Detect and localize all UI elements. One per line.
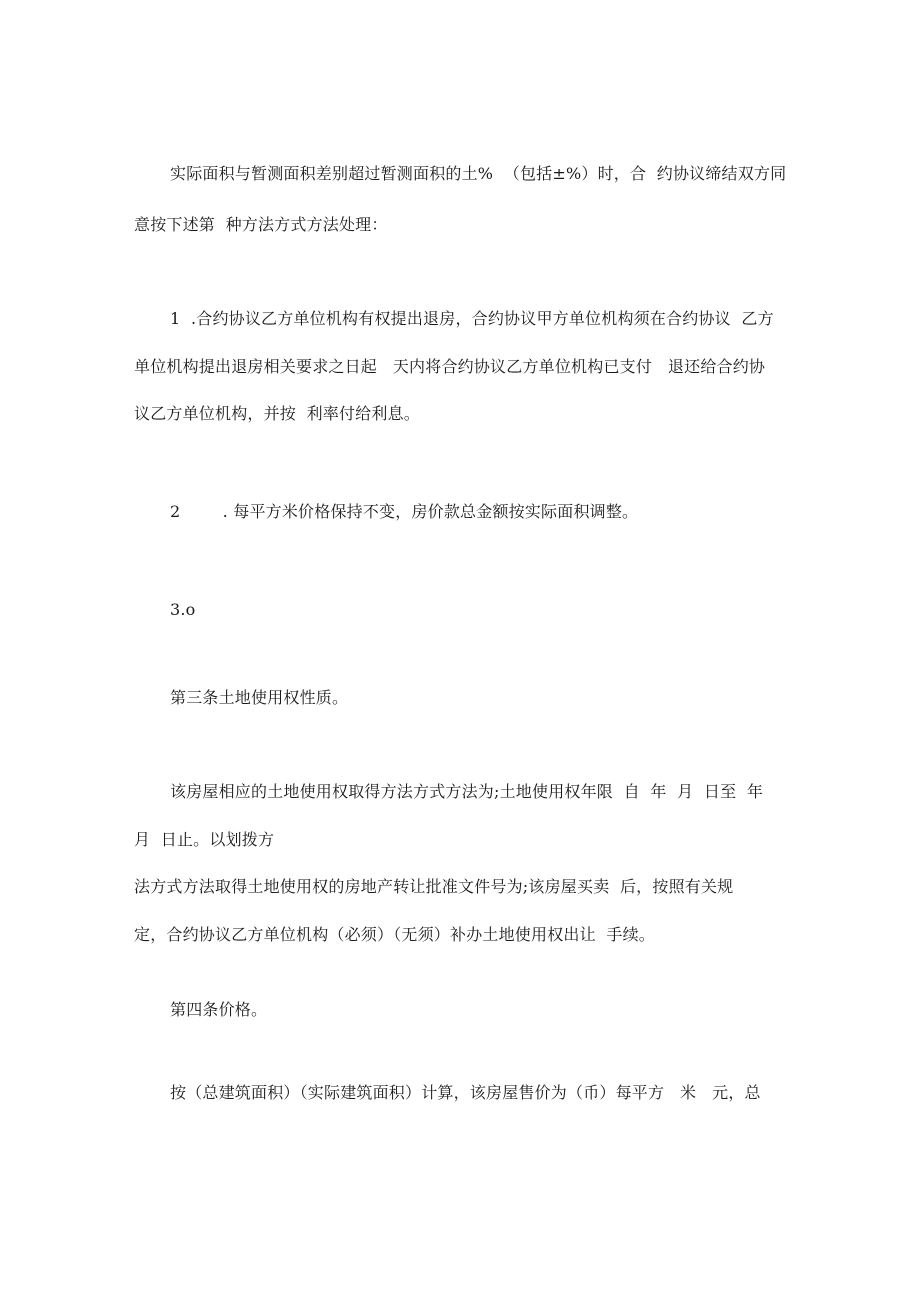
text-line-10: 月 日止。以划拨方 [134, 830, 275, 849]
text-line-14: 按（总建筑面积）（实际建筑面积）计算，该房屋售价为（币）每平方 米 元，总 [170, 1083, 761, 1102]
text-line-5: 议乙方单位机构，并按 利率付给利息。 [134, 404, 420, 423]
text-line-1: 实际面积与暂测面积差别超过暂测面积的土% （包括±%）时，合 约协议缔结双方同 [170, 164, 787, 183]
text-line-11: 法方式方法取得土地使用权的房地产转让批准文件号为;该房屋买卖 后，按照有关规 [134, 877, 734, 896]
text-line-6: 2 . 每平方米价格保持不变，房价款总金额按实际面积调整。 [170, 502, 639, 521]
section-heading-3: 第三条土地使用权性质。 [170, 688, 349, 707]
text-line-9: 该房屋相应的土地使用权取得方法方式方法为;土地使用权年限 自 年 月 日至 年 [170, 782, 764, 801]
text-line-2: 意按下述第 种方法方式方法处理： [134, 215, 388, 234]
text-line-3: 1 .合约协议乙方单位机构有权提出退房，合约协议甲方单位机构须在合约协议 乙方 [170, 309, 774, 328]
text-line-7: 3.o [170, 600, 196, 619]
text-line-12: 定，合约协议乙方单位机构（必须）（无须）补办土地使用权出让 手续。 [134, 925, 655, 944]
text-line-4: 单位机构提出退房相关要求之日起 天内将合约协议乙方单位机构已支付 退还给合约协 [134, 357, 766, 376]
section-heading-4: 第四条价格。 [170, 1000, 268, 1019]
